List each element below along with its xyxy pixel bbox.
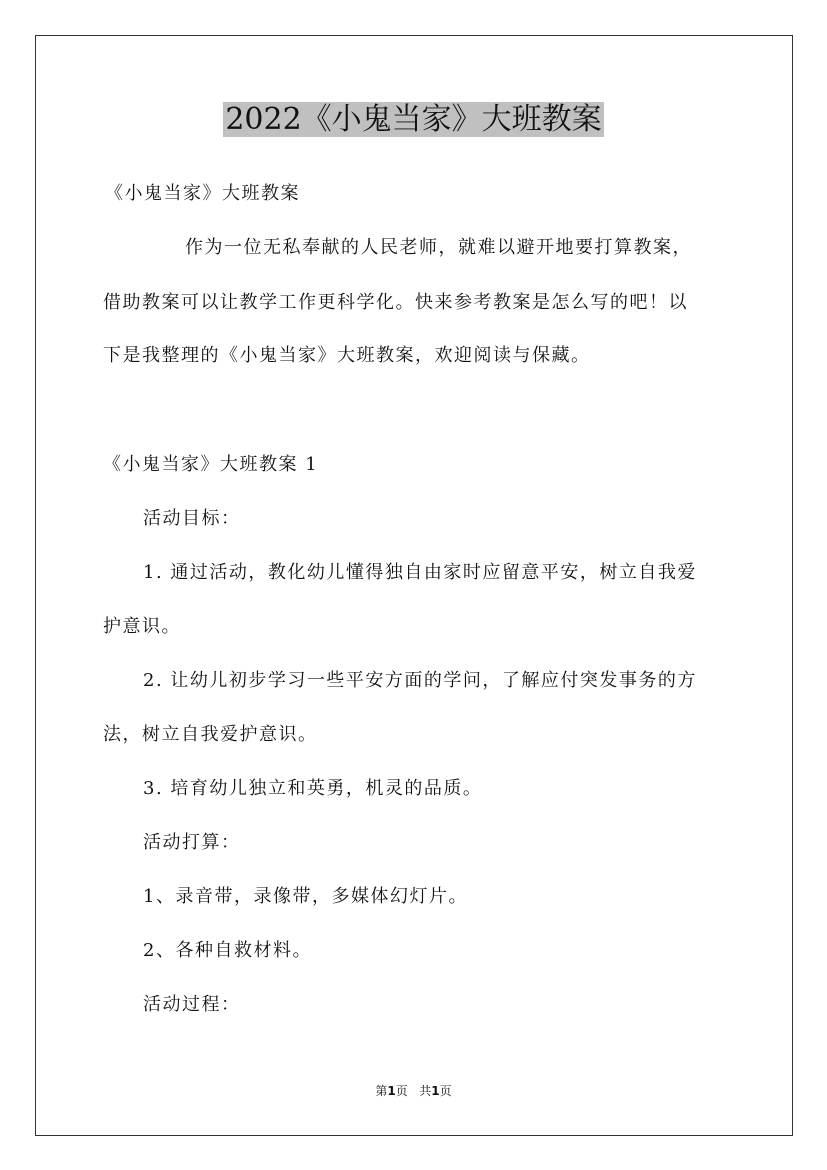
- goal-2-line-1: 2. 让幼儿初步学习一些平安方面的学问，了解应付突发事务的方: [143, 670, 697, 691]
- goal-3: 3. 培育幼儿独立和英勇，机灵的品质。: [143, 778, 483, 799]
- intro-line-3: 下是我整理的《小鬼当家》大班教案，欢迎阅读与保藏。: [103, 345, 591, 366]
- goal-1-line-1: 1. 通过活动，教化幼儿懂得独自由家时应留意平安，树立自我爱: [143, 562, 697, 583]
- intro-line-1: 作为一位无私奉献的人民老师，就难以避开地要打算教案，: [185, 237, 692, 258]
- goal-1-line-2: 护意识。: [103, 616, 181, 637]
- document-subtitle: 《小鬼当家》大班教案: [105, 183, 300, 204]
- prep-item-2: 2、各种自救材料。: [143, 940, 312, 961]
- document-title-text: 2022《小鬼当家》大班教案: [225, 102, 602, 137]
- footer-total-prefix: 共: [419, 1084, 432, 1098]
- process-heading: 活动过程：: [143, 994, 241, 1015]
- prep-item-1: 1、录音带，录像带，多媒体幻灯片。: [143, 886, 468, 907]
- footer-total-suffix: 页: [439, 1084, 452, 1098]
- footer-page-suffix: 页: [395, 1084, 408, 1098]
- goals-heading: 活动目标：: [143, 508, 241, 529]
- page-footer: [0, 1083, 827, 1099]
- document-title: [0, 100, 827, 140]
- footer-total-pages: 1: [431, 1084, 440, 1098]
- goal-2-line-2: 法，树立自我爱护意识。: [103, 724, 318, 745]
- prep-heading: 活动打算：: [143, 832, 241, 853]
- footer-page-prefix: 第: [375, 1084, 388, 1098]
- footer-page-number: 1: [387, 1084, 396, 1098]
- intro-line-2: 借助教案可以让教学工作更科学化。快来参考教案是怎么写的吧！以: [103, 292, 688, 313]
- section-heading: 《小鬼当家》大班教案 1: [103, 454, 319, 475]
